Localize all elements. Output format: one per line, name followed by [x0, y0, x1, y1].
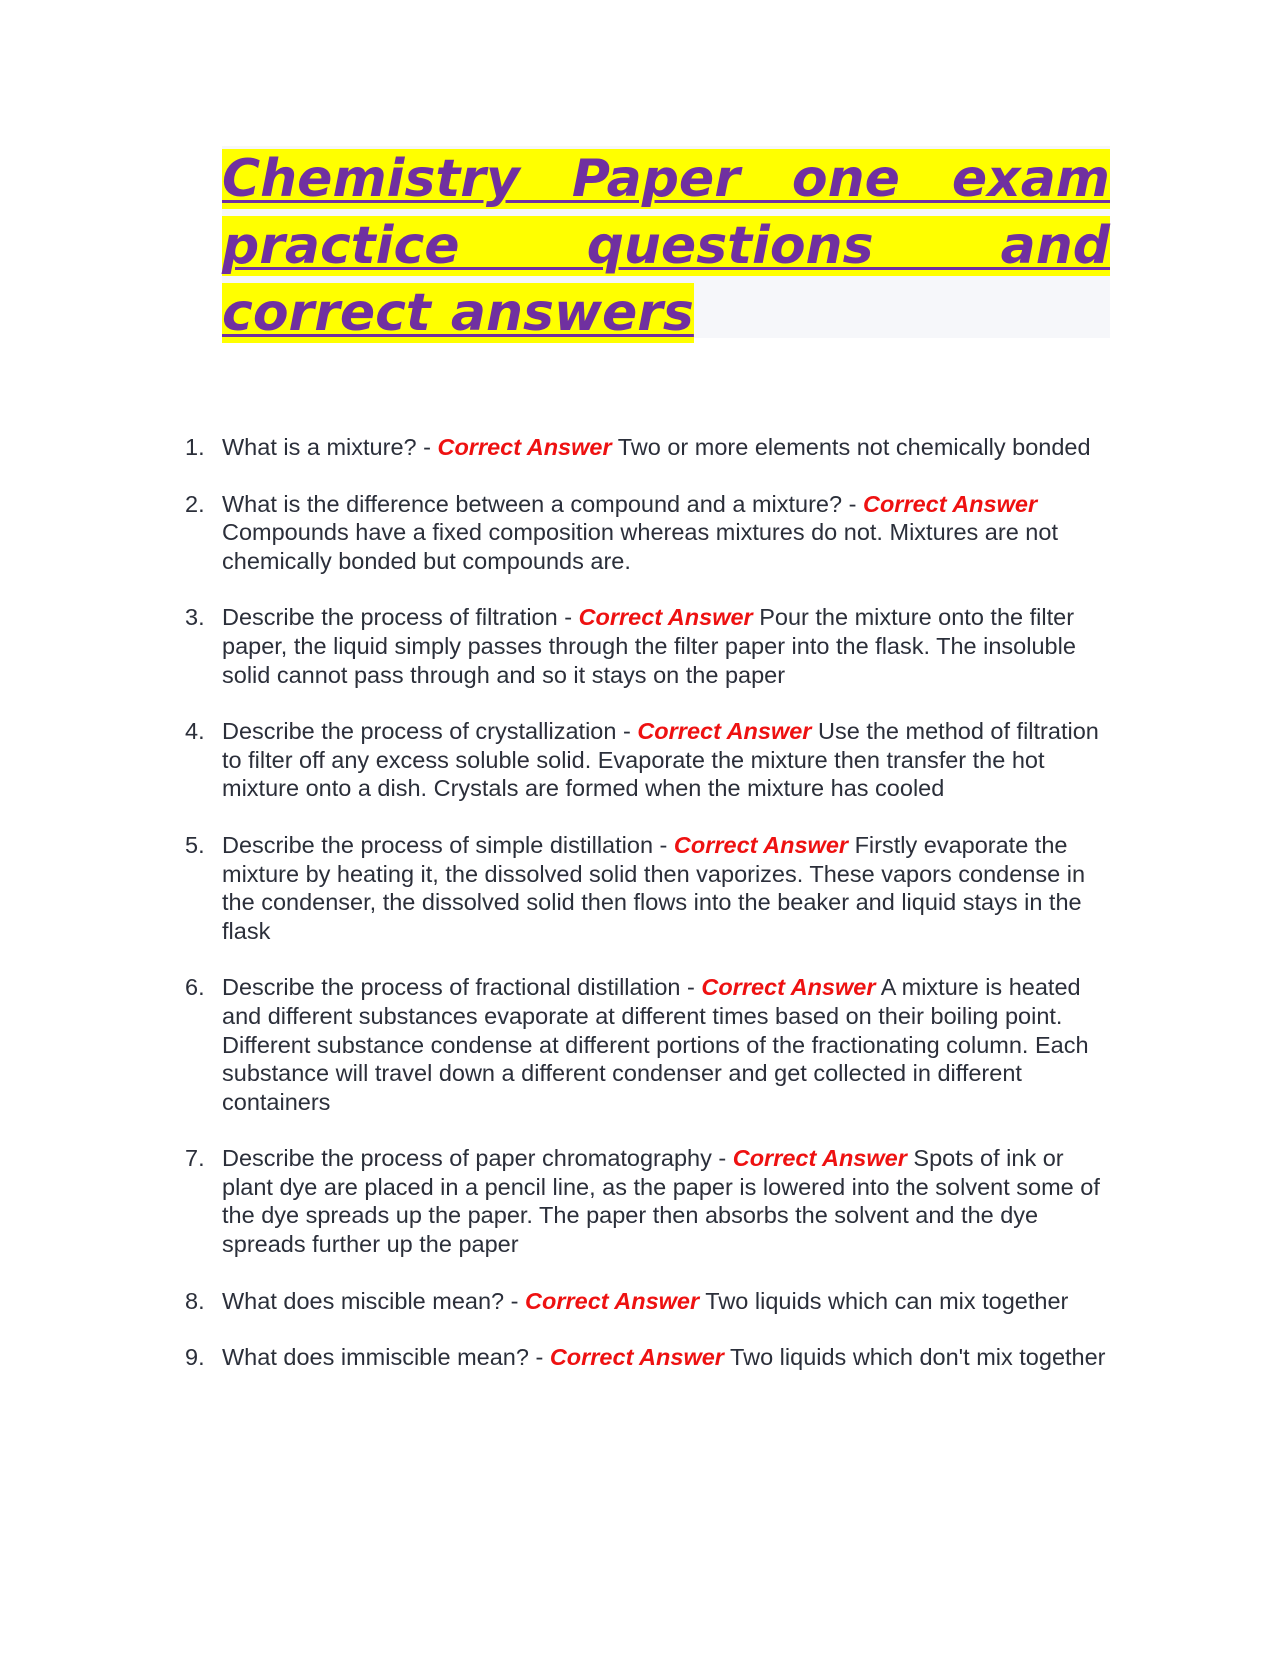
- item-number: 6.: [185, 974, 205, 1001]
- list-item: [180, 1343, 1115, 1372]
- item-number: 7.: [185, 1145, 205, 1172]
- list-item: [180, 1287, 1115, 1316]
- correct-answer-label: Correct Answer: [437, 434, 612, 460]
- question-text: What does miscible mean? -: [222, 1287, 526, 1314]
- answer-text: Firstly evaporate the mixture by heating it, the dissolved solid then vaporizes. These vapors condense in the condenser, the dissolved solid then flows into the beaker and liquid stays in the flask: [222, 831, 1086, 944]
- correct-answer-label: Correct Answer: [578, 604, 753, 631]
- item-number: 8.: [185, 1287, 205, 1314]
- answer-text: Two liquids which can mix together: [699, 1287, 1069, 1314]
- question-text: Describe the process of paper chromatography -: [222, 1145, 733, 1172]
- list-item: [180, 433, 1115, 462]
- title-block: [222, 146, 1110, 343]
- answer-text: Spots of ink or plant dye are placed in a pencil line, as the paper is lowered into the solvent some of the dye spreads up the paper. The paper then absorbs the solvent and the dye spreads further up the paper: [222, 1145, 1100, 1258]
- correct-answer-label: Correct Answer: [862, 490, 1038, 517]
- answer-text: Pour the mixture onto the filter paper, the liquid simply passes through the filter paper into the flask. The insoluble solid cannot pass through and so it stays on the paper: [222, 604, 1076, 688]
- item-number: 3.: [185, 604, 205, 631]
- question-text: Describe the process of simple distillation -: [222, 831, 674, 858]
- item-number: 4.: [185, 718, 205, 745]
- item-number: 9.: [185, 1344, 205, 1371]
- answer-text: Compounds have a fixed composition whereas mixtures do not. Mixtures are not chemically bonded but compounds are.: [222, 519, 1058, 574]
- correct-answer-label: Correct Answer: [732, 1145, 907, 1172]
- answer-text: Two or more elements not chemically bonded: [611, 434, 1091, 460]
- list-item: [180, 717, 1115, 803]
- question-text: Describe the process of fractional distillation -: [222, 974, 702, 1001]
- correct-answer-label: Correct Answer: [637, 718, 812, 745]
- item-number: 1.: [185, 434, 205, 460]
- question-text: What is the difference between a compound and a mixture? -: [222, 490, 863, 517]
- correct-answer-label: Correct Answer: [673, 831, 849, 858]
- correct-answer-label: Correct Answer: [549, 1344, 724, 1371]
- list-item: [180, 831, 1115, 945]
- list-item: [180, 1144, 1115, 1258]
- list-item: [180, 490, 1115, 576]
- question-text: What does immiscible mean? -: [222, 1344, 550, 1371]
- question-text: What is a mixture? -: [222, 434, 438, 460]
- question-text: Describe the process of filtration -: [222, 604, 579, 631]
- document-title: [222, 146, 1110, 347]
- question-list: [180, 433, 1115, 1400]
- question-text: Describe the process of crystallization -: [222, 718, 638, 745]
- document-title-text: Chemistry Paper one exam practice questions and correct answers: [222, 149, 1110, 343]
- answer-text: Use the method of filtration to filter off any excess soluble solid. Evaporate the mixture then transfer the hot mixture onto a dish. Crystals are formed when the mixture has cooled: [222, 718, 1099, 802]
- correct-answer-label: Correct Answer: [701, 974, 876, 1001]
- item-number: 5.: [185, 831, 205, 858]
- item-number: 2.: [185, 490, 205, 517]
- list-item: [180, 603, 1115, 689]
- correct-answer-label: Correct Answer: [525, 1287, 700, 1314]
- answer-text: A mixture is heated and different substances evaporate at different times based on their boiling point. Different substance condense at different portions of the fractionating column. Each substance will travel down a different condenser and get collected in different containers: [222, 974, 1089, 1115]
- list-item: [180, 973, 1115, 1116]
- answer-text: Two liquids which don't mix together: [723, 1344, 1106, 1371]
